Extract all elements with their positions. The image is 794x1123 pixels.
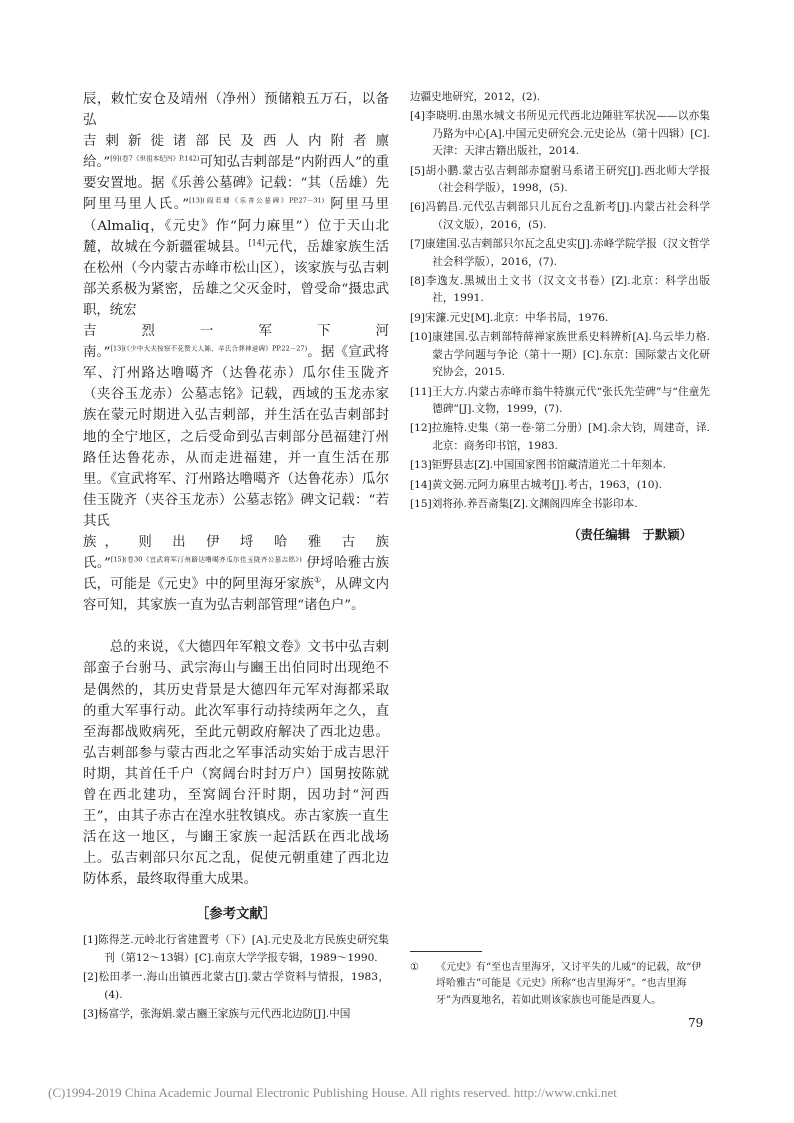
left-column xyxy=(83,89,389,1026)
reference-item: [4]李晓明.由黑水城文书所见元代西北边陲驻军状况——以亦集乃路为中心[A].中国元史研究会.元史论丛（第十四辑）[C].天津：天津古籍出版社，2014. xyxy=(410,110,710,158)
reference-item: [1]陈得芝.元岭北行省建置考（下）[A].元史及北方民族史研究集刊（第12～13辑）[C].南京大学学报专辑，1989～1990. xyxy=(83,934,389,964)
text-run: 。据《宣武将军、汀州路达噜噶齐（达鲁花赤）瓜尔佳玉陇齐（夹谷玉龙赤）公墓志铭》记载，西域的玉龙赤家族在蒙元时期进入弘吉剌部，并生活在弘吉剌部封地的全宁地区，之后受命到弘吉剌部分邑福建汀州路任达鲁花赤，从而走进福建，并一直生活在那里。《宣武将军、汀州路达噜噶齐（达鲁花赤）瓜尔佳玉陇齐（夹谷玉龙赤）公墓志铭》碑文记载：“若其氏 xyxy=(83,345,390,529)
text-run: 给。” xyxy=(83,155,111,171)
footnote-marker: ① xyxy=(410,962,419,973)
reference-item: [12]拉施特.史集（第一卷·第二分册）[M].余大钧，周建奇，译.北京：商务印书馆，1983. xyxy=(410,422,710,452)
reference-item: [6]冯鹤昌.元代弘吉剌部只儿瓦台之乱新考[J].内蒙古社会科学（汉文版），2016，(5). xyxy=(410,201,710,231)
text-run: ，从碑文内容可知，其家族一直为弘吉剌部管理“诸色户”。 xyxy=(83,577,390,614)
reference-item: 边疆史地研究，2012，(2). xyxy=(410,91,541,103)
footnote xyxy=(410,960,710,1009)
text-run: 辰，敕忙安仓及靖州（净州）预储粮五万石，以备弘 xyxy=(83,92,389,129)
reference-item: [5]胡小鹏.蒙古弘吉剌部赤窟驸马系诸王研究[J].西北师大学报（社会科学版），1998，(5). xyxy=(410,164,710,195)
body-paragraph-2: 总的来说，《大德四年军粮文卷》文书中弘吉剌部蛮子台驸马、武宗海山与豳王出伯同时出现绝不是偶然的，其历史背景是大德四年元军对海都采取的重大军事行动。此次军事行动持续两年之久，直至海都战败病死，至此元朝政府解决了西北边患。弘吉剌部参与蒙古西北之军事活动实始于成吉思汗时期，其首任千户（窝阔台时封万户）国舅按陈就曾在西北建功，至窝阔台汗时期，因功封“河西王”，由其子赤古在湟水驻牧镇戍。赤古家族一直生活在这一地区，与豳王家族一起活跃在西北战场上。弘吉剌部只尔瓦之乱，促使元朝重建了西北边防体系，最终取得重大成果。 xyxy=(83,640,389,888)
copyright-notice: (C)1994-2019 China Academic Journal Electronic Publishing House. All rights reserved. http://www.cnki.net xyxy=(48,1085,617,1100)
reference-item: [8]李逸友.黑城出土文书（汉文文书卷）[Z].北京：科学出版社，1991. xyxy=(410,275,710,305)
text-run-spread: 吉 剌 新 徙 诸 部 民 及 西 人 内 附 者 廪 xyxy=(83,134,389,150)
reference-item: [15]刘将孙.养吾斋集[Z].文渊阁四库全书影印本. xyxy=(410,497,638,510)
text-run: 元代，岳雄家族生活在松州（今内蒙古赤峰市松山区），该家族与弘吉剌部关系极为紧密，岳雄之父灭金时，曾受命“摄忠武职，统宏 xyxy=(83,239,390,318)
citation-ref: [13](《少中大夫按察不花赞天人陈、辛氏合葬神道碑》PP.22－27) xyxy=(110,344,308,353)
reference-item: [11]王大方.内蒙古赤峰市翁牛特旗元代“张氏先茔碑”与“住童先德碑”[J].文物，1999，(7). xyxy=(410,385,710,415)
text-run: 伊埒哈雅古族氏，可能是《元史》中的阿里海牙家族 xyxy=(83,556,389,593)
body-paragraph-1 xyxy=(83,89,389,616)
text-run: 南。” xyxy=(83,345,111,361)
reference-item: [10]康建国.弘吉剌部特薛禅家族世系史料辨析[A].乌云毕力格.蒙古学问题与争论（第十一期）[C].东京：国际蒙古文化研究协会，2015. xyxy=(410,331,710,379)
reference-item: [7]康建国.弘吉剌部只尔瓦之乱史实[J].赤峰学院学报（汉文哲学社会科学版），2016，(7). xyxy=(410,238,710,268)
citation-ref: [13](阎若璩《乐善公墓碑》PP.27－31) xyxy=(189,197,325,205)
reference-item: [3]杨富学，张海娟.蒙古豳王家族与元代西北边防[J].中国 xyxy=(83,1008,351,1021)
footnote-marker: ① xyxy=(313,575,322,585)
references-list-left xyxy=(83,932,389,1023)
references-list-right xyxy=(410,89,710,513)
text-run-spread: 吉 烈 一 军 下 河 xyxy=(83,324,389,340)
citation-ref: [9](卷7《世祖本纪四》P.142) xyxy=(110,154,200,163)
page-number: 79 xyxy=(688,1016,704,1030)
footnote-text: 《元史》有“至也吉里海牙，又讨平失的儿威”的记载，故“伊埒哈雅古”可能是《元史》所称“也吉里海牙”。“也吉里海牙”为西夏地名，若如此则该家族也可能是西夏人。 xyxy=(436,962,702,1006)
editor-note: （责任编辑 于默颖） xyxy=(568,527,692,543)
footnote-divider xyxy=(410,951,482,952)
reference-item: [2]松田孝一.海山出镇西北蒙古[J].蒙古学资料与情报，1983，(4). xyxy=(83,971,389,1001)
text-run-spread: 族， 则 出 伊 埒 哈 雅 古 族 xyxy=(83,534,389,550)
reference-item: [9]宋濂.元史[M].北京：中华书局，1976. xyxy=(410,311,609,324)
reference-item: [14]黄文弼.元阿力麻里古城考[J].考古，1963，(10). xyxy=(410,478,662,491)
right-column xyxy=(410,89,710,543)
reference-item: [13]钜野县志[Z].中国国家图书馆藏清道光二十年刻本. xyxy=(410,459,666,472)
citation-ref: [14] xyxy=(248,238,265,248)
citation-ref: [15](卷30《宣武将军汀州路达噜噶齐瓜尔佳玉陇齐公墓志铭》) xyxy=(110,555,302,564)
references-heading: ［参考文献］ xyxy=(195,906,277,923)
text-run: 可知弘吉剌部是“内附西人”的重要安置地。据《乐善公墓碑》记载：“其（岳雄）先阿里马里人氏。” xyxy=(83,155,389,213)
text-run: 阿里马里（Almaliq，《元史》作“阿力麻里”）位于天山北麓，故城在今新疆霍城县。 xyxy=(83,197,389,255)
text-run: 氏。” xyxy=(83,556,111,572)
